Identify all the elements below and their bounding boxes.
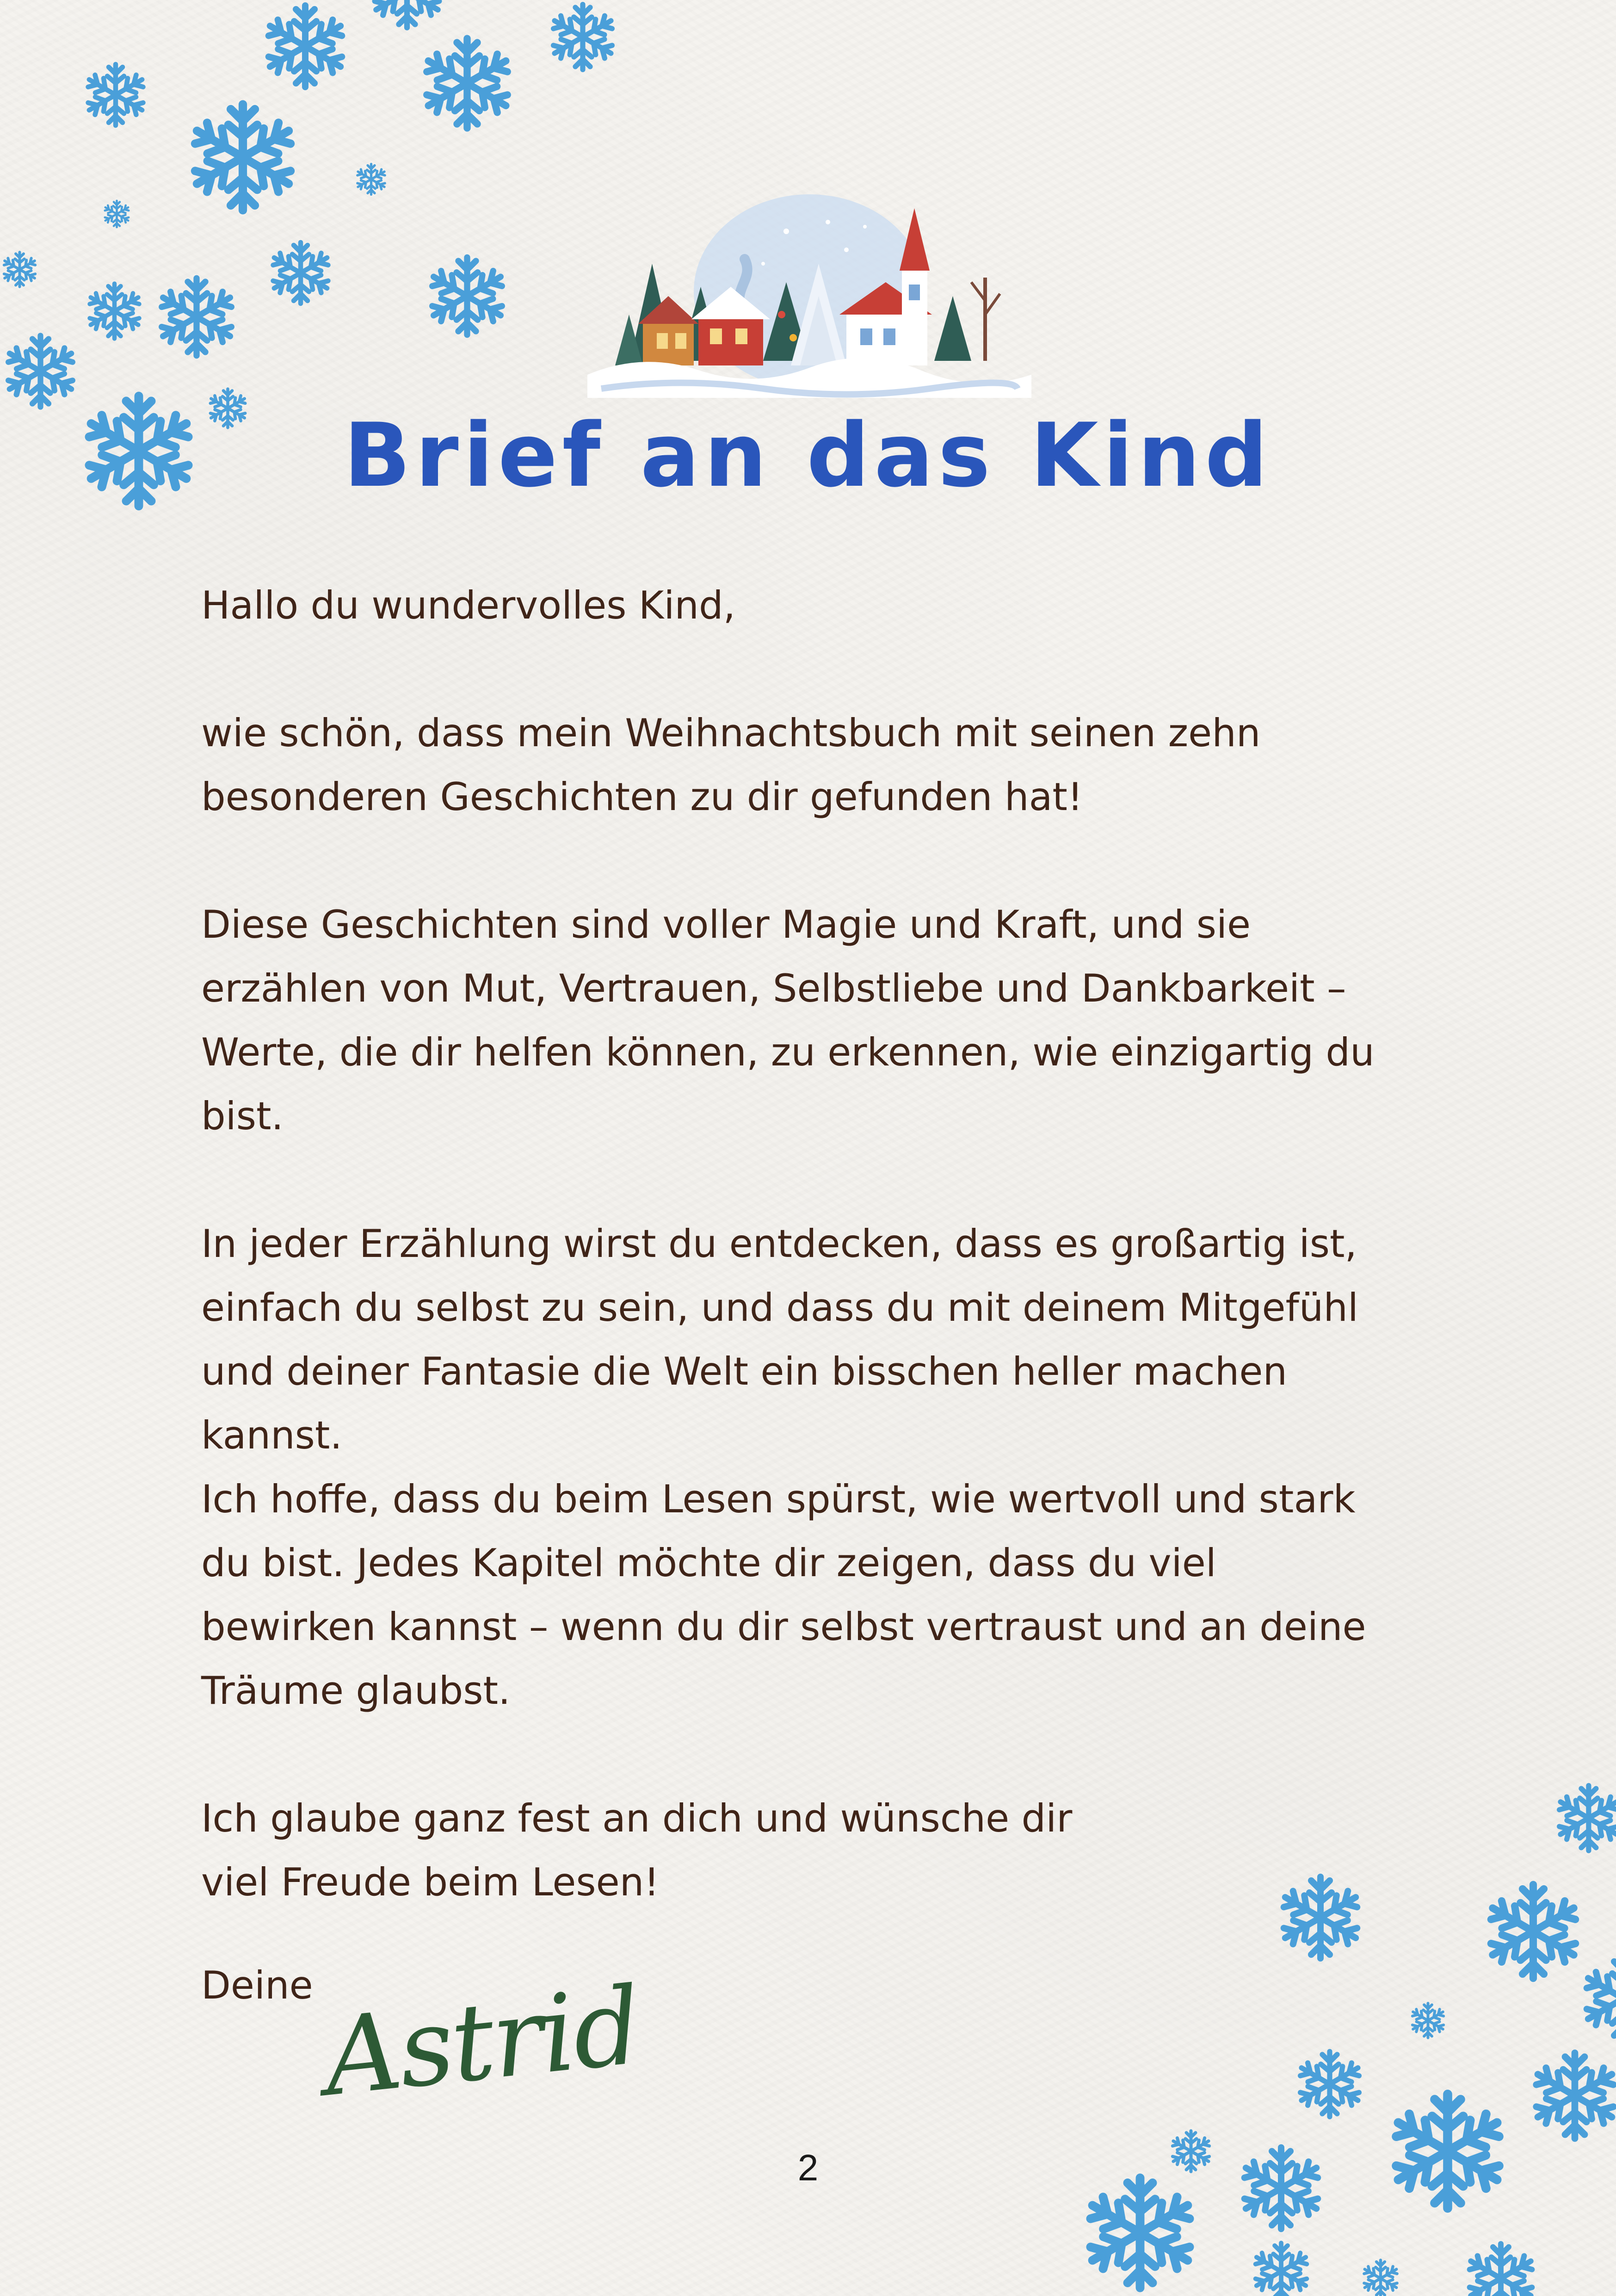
paragraph-line: Ich hoffe, dass du beim Lesen spürst, wie wertvoll und stark (201, 1477, 1356, 1522)
paragraph-line: Ich glaube ganz fest an dich und wünsche dir (201, 1796, 1073, 1841)
snowflake-icon (81, 60, 150, 130)
letter-body (201, 574, 1427, 1914)
paragraph-line: und deiner Fantasie die Welt ein bisschen heller machen (201, 1349, 1288, 1394)
snowflake-icon (0, 331, 81, 412)
paragraph-line: einfach du selbst zu sein, und dass du mit deinem Mitgefühl (201, 1285, 1358, 1330)
snowflake-icon (83, 280, 146, 342)
snowflake-icon (183, 97, 303, 217)
paragraph-line: erzählen von Mut, Vertrauen, Selbstliebe und Dankbarkeit – (201, 966, 1346, 1011)
snowflake-icon (1577, 1952, 1616, 2045)
snowflake-icon (266, 238, 335, 308)
snowy-village-illustration (587, 194, 1031, 398)
snowflake-icon (546, 0, 620, 74)
greeting: Hallo du wundervolles Kind, (201, 583, 736, 628)
paragraph-line: du bist. Jedes Kapitel möchte dir zeigen, dass du viel (201, 1541, 1216, 1585)
signature: Astrid (318, 1964, 646, 2120)
paragraph-line: bewirken kannst – wenn du dir selbst vertraust und an deine (201, 1604, 1366, 1649)
snowflake-icon (1462, 2239, 1540, 2296)
snowflake-icon (1293, 2047, 1367, 2121)
snowflake-icon (423, 252, 511, 340)
snowflake-icon (1408, 2001, 1448, 2040)
snowflake-icon (1249, 2239, 1314, 2296)
closing-word: Deine (201, 1963, 313, 2008)
snowflake-icon (1480, 1878, 1586, 1985)
snowflake-icon (1552, 1781, 1616, 1855)
snowflake-icon (365, 0, 449, 32)
snowflake-icon (416, 32, 518, 134)
snowflake-icon (102, 199, 132, 229)
paragraph-line: bist. (201, 1094, 284, 1139)
page-number: 2 (797, 2147, 819, 2188)
paragraph-line: viel Freude beim Lesen! (201, 1860, 660, 1905)
paragraph-line: kannst. (201, 1413, 342, 1458)
snowflake-icon (354, 162, 389, 197)
snowflake-icon (1526, 2047, 1616, 2144)
snowflake-icon (259, 0, 352, 93)
paragraph-line: wie schön, dass mein Weihnachtsbuch mit seinen zehn (201, 711, 1261, 755)
snowflake-icon (0, 250, 39, 289)
snowflake-icon (153, 273, 241, 361)
paragraph-line: Werte, die dir helfen können, zu erkennen, wie einzigartig du (201, 1030, 1375, 1075)
paragraph-line: Diese Geschichten sind voller Magie und Kraft, und sie (201, 902, 1251, 947)
page-title: Brief an das Kind (343, 404, 1273, 507)
paragraph-line: besonderen Geschichten zu dir gefunden hat! (201, 774, 1083, 819)
paragraph-line: In jeder Erzählung wirst du entdecken, dass es großartig ist, (201, 1221, 1357, 1266)
snowflake-icon (1360, 2258, 1401, 2296)
paragraph-line: Träume glaubst. (201, 1668, 511, 1713)
